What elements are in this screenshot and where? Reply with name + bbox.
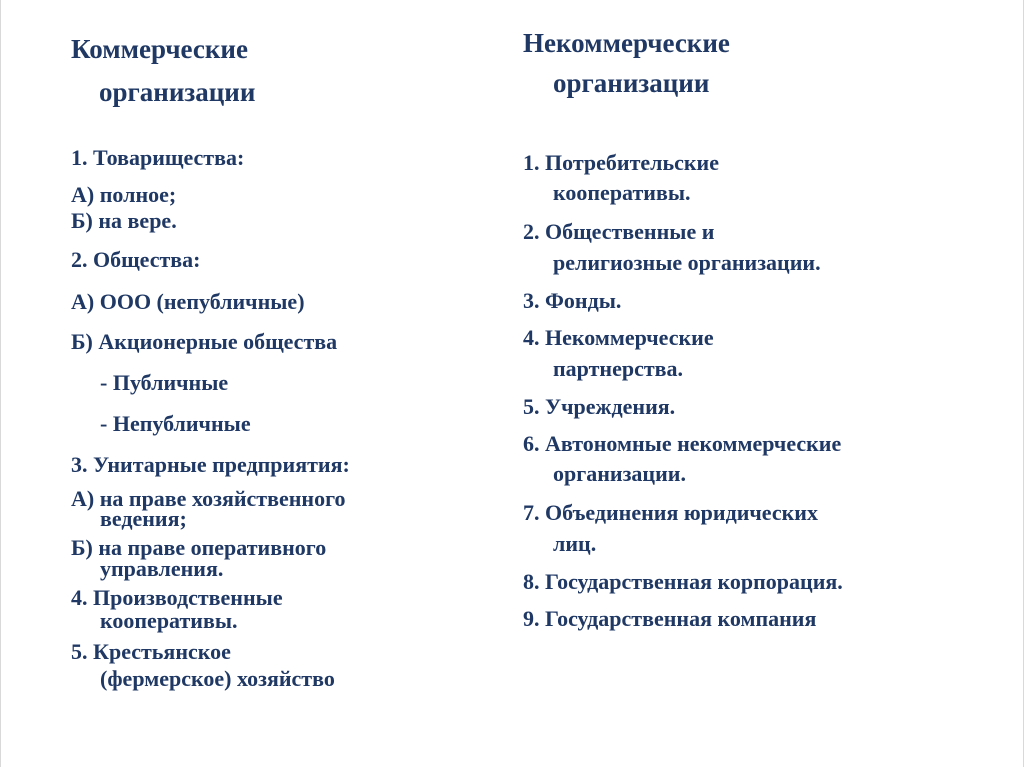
commercial-item: - Непубличные bbox=[100, 411, 251, 436]
noncommercial-item: 3. Фонды. bbox=[523, 288, 622, 313]
commercial-item: 3. Унитарные предприятия: bbox=[71, 452, 350, 477]
commercial-item: Б) на вере. bbox=[71, 208, 177, 233]
commercial-item: Б) на праве оперативного bbox=[71, 535, 327, 560]
noncommercial-item: 7. Объединения юридических bbox=[523, 500, 818, 525]
commercial-item: А) ООО (непубличные) bbox=[71, 289, 305, 314]
commercial-item: 2. Общества: bbox=[71, 247, 201, 272]
noncommercial-item: организации. bbox=[553, 461, 686, 486]
commercial-heading-line-1: Коммерческие bbox=[71, 34, 248, 64]
noncommercial-item: 8. Государственная корпорация. bbox=[523, 569, 843, 594]
noncommercial-item: 6. Автономные некоммерческие bbox=[523, 431, 842, 456]
noncommercial-item: партнерства. bbox=[553, 356, 684, 381]
noncommercial-item: 4. Некоммерческие bbox=[523, 325, 714, 350]
commercial-item: 5. Крестьянское bbox=[71, 639, 231, 664]
noncommercial-item: 1. Потребительские bbox=[523, 150, 720, 175]
noncommercial-item: лиц. bbox=[553, 531, 597, 556]
commercial-heading-line-2: организации bbox=[99, 77, 256, 107]
commercial-item: ведения; bbox=[100, 506, 187, 531]
commercial-item: (фермерское) хозяйство bbox=[100, 666, 335, 691]
noncommercial-item: 5. Учреждения. bbox=[523, 394, 676, 419]
noncommercial-item: кооперативы. bbox=[553, 180, 691, 205]
noncommercial-heading-line-2: организации bbox=[553, 68, 710, 98]
noncommercial-heading-line-1: Некоммерческие bbox=[523, 28, 730, 58]
commercial-item: - Публичные bbox=[100, 370, 229, 395]
commercial-item: кооперативы. bbox=[100, 608, 238, 633]
commercial-item: 1. Товарищества: bbox=[71, 145, 245, 170]
commercial-item: А) полное; bbox=[71, 182, 177, 207]
commercial-item: 4. Производственные bbox=[71, 585, 283, 610]
noncommercial-item: 9. Государственная компания bbox=[523, 606, 817, 631]
commercial-item: управления. bbox=[100, 556, 224, 581]
commercial-item: А) на праве хозяйственного bbox=[71, 486, 346, 511]
noncommercial-item: религиозные организации. bbox=[553, 250, 821, 275]
noncommercial-item: 2. Общественные и bbox=[523, 219, 715, 244]
commercial-item: Б) Акционерные общества bbox=[71, 329, 338, 354]
